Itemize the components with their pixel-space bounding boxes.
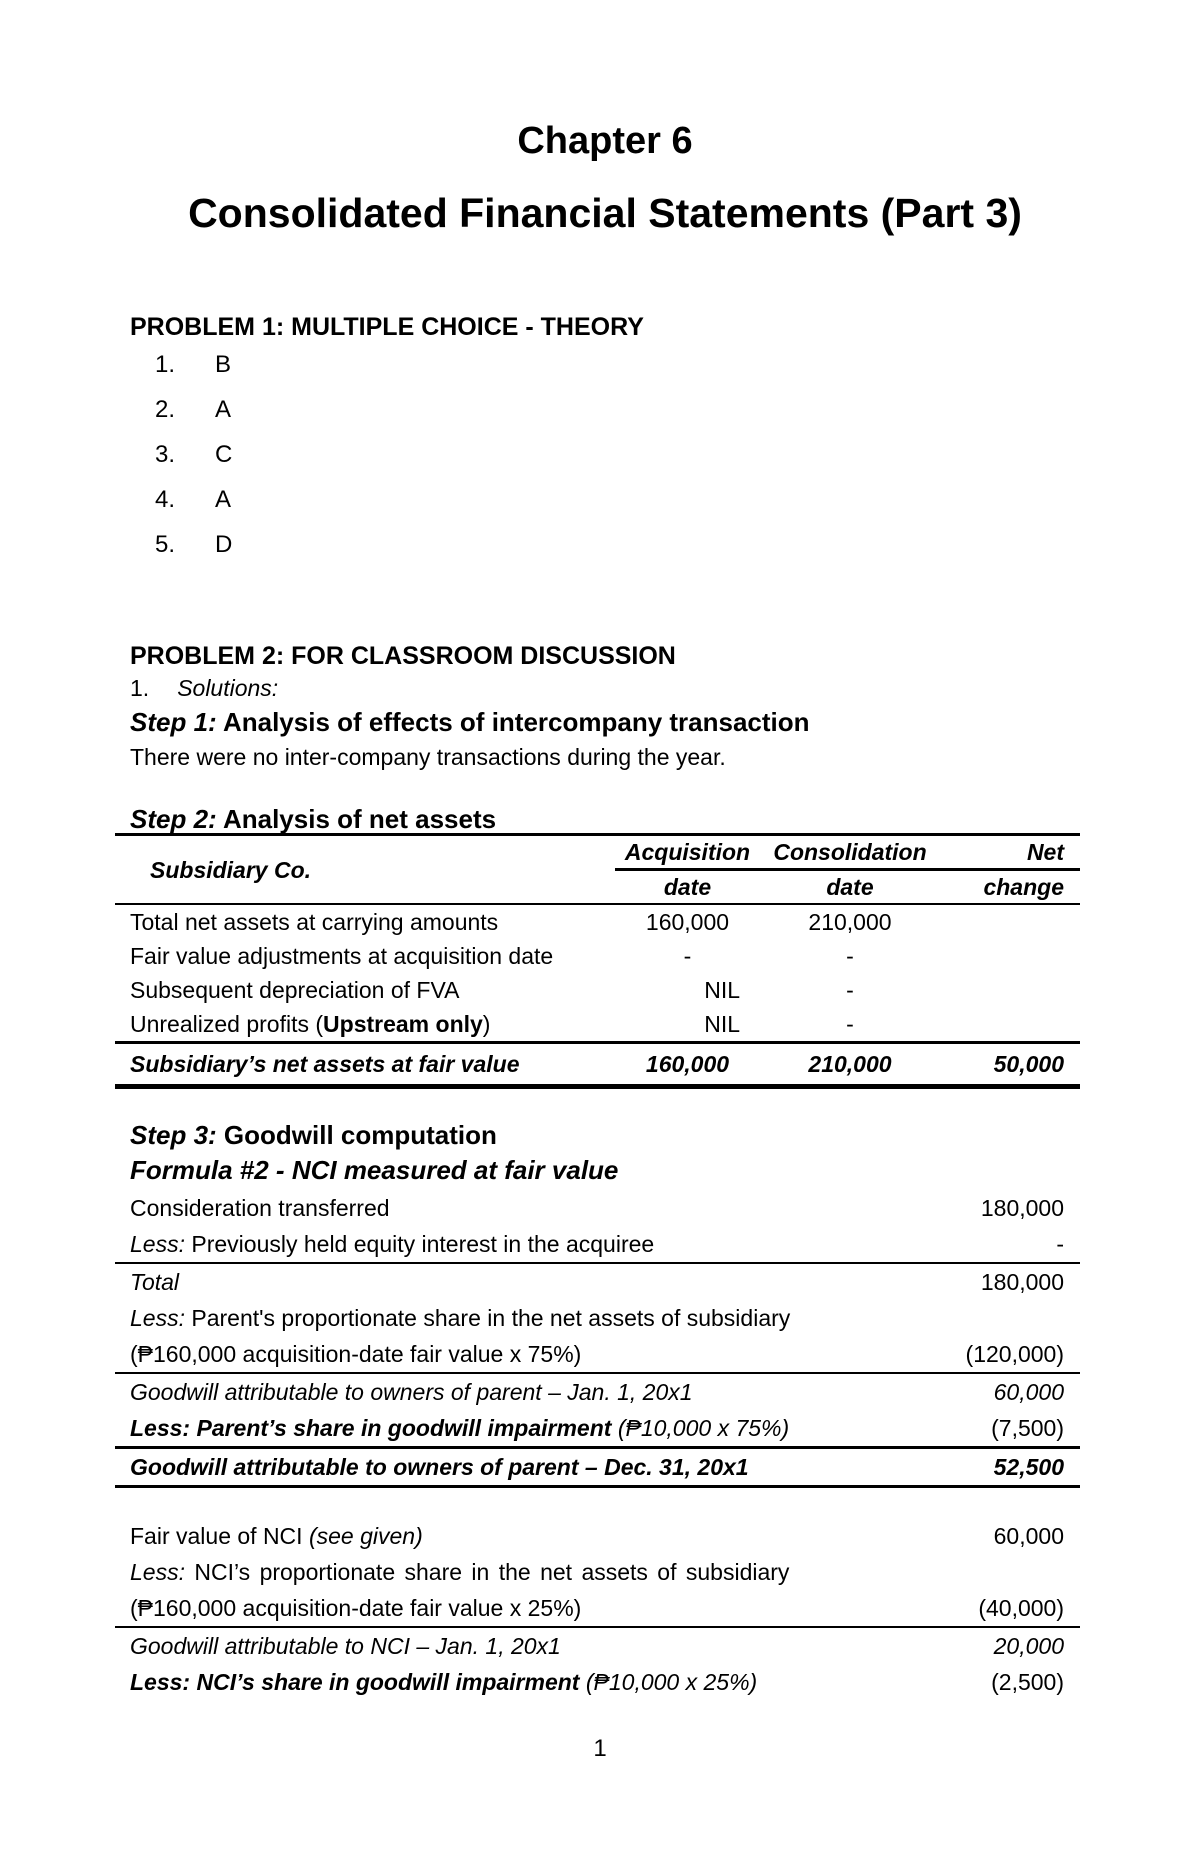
list-item [155, 485, 232, 530]
step3-heading [130, 1120, 497, 1151]
step1-text: There were no inter-company transactions during the year. [130, 744, 726, 770]
answer-letter: C [215, 441, 233, 468]
page-number: 1 [593, 1735, 607, 1762]
col-header-subsidiary: Subsidiary Co. [150, 856, 312, 883]
answer-letter: A [215, 486, 232, 513]
parent-share-label: Less: Parent's proportionate share in the net assets of subsidiary [130, 1305, 791, 1331]
col-header-acquisition-date: date [663, 874, 712, 900]
nci-fair-value-amount: 60,000 [993, 1523, 1064, 1549]
table-row [115, 1590, 1080, 1627]
total-net-change: 50,000 [940, 1043, 1080, 1087]
impairment-amount: (7,500) [991, 1415, 1064, 1441]
cell-acquisition: - [683, 943, 692, 969]
table-header-row [115, 835, 1080, 870]
cell-consolidation: - [846, 977, 854, 1003]
nci-goodwill-jan-amount: 20,000 [895, 1627, 1080, 1664]
nci-impairment-label: Less: NCI’s share in goodwill impairment (₱10,000 x 25%) [130, 1669, 758, 1695]
nci-share-detail: (₱160,000 acquisition-date fair value x 25%) [130, 1595, 582, 1621]
net-assets-table [115, 833, 1080, 1089]
problem1-heading: PROBLEM 1: MULTIPLE CHOICE - THEORY [130, 313, 644, 341]
answer-number: 1. [155, 351, 176, 378]
nci-share-label: Less: NCI’s proportionate share in the net assets of subsidiary [130, 1559, 790, 1585]
list-item [155, 395, 232, 440]
table-row [115, 1190, 1080, 1226]
previously-held-label: Less: Previously held equity interest in the acquiree [130, 1231, 655, 1257]
step3-title: Goodwill computation [223, 1120, 497, 1150]
goodwill-dec-label: Goodwill attributable to owners of parent – Dec. 31, 20x1 [115, 1448, 895, 1487]
step1-label: Step 1: [130, 707, 217, 737]
col-header-net: Net [1026, 839, 1064, 865]
formula-heading: Formula #2 - NCI measured at fair value [130, 1155, 619, 1185]
cell-net [940, 939, 1080, 973]
mcq-answer-list [155, 350, 232, 575]
table-row [115, 1554, 1080, 1590]
step2-heading [130, 804, 496, 835]
cell-acquisition: NIL [704, 1011, 740, 1037]
consideration-label: Consideration transferred [130, 1195, 390, 1221]
goodwill-parent-table [115, 1190, 1080, 1488]
answer-number: 5. [155, 531, 176, 558]
row-label: Total net assets at carrying amounts [130, 909, 499, 935]
cell-acquisition: 160,000 [645, 909, 730, 935]
table-row [115, 1300, 1080, 1336]
row-label: Fair value adjustments at acquisition date [130, 943, 554, 969]
row-label: Subsequent depreciation of FVA [130, 977, 460, 1003]
consideration-amount: 180,000 [980, 1195, 1064, 1221]
step1-heading [130, 707, 810, 738]
parent-share-amount: (120,000) [965, 1341, 1064, 1367]
table-row [115, 1518, 1080, 1554]
previously-held-amount: - [1056, 1231, 1064, 1257]
answer-letter: A [215, 396, 232, 423]
table-total-row [115, 1448, 1080, 1487]
table-row [115, 1263, 1080, 1300]
impairment-label: Less: Parent’s share in goodwill impairment (₱10,000 x 75%) [130, 1415, 790, 1441]
chapter-heading: Chapter 6 [517, 120, 693, 162]
table-row [115, 904, 1080, 939]
total-acquisition: 160,000 [615, 1043, 760, 1087]
parent-share-detail: (₱160,000 acquisition-date fair value x 75%) [130, 1341, 582, 1367]
table-row [115, 1410, 1080, 1448]
col-header-change: change [983, 874, 1064, 900]
table-row [115, 1627, 1080, 1664]
answer-letter: D [215, 531, 233, 558]
total-label: Subsidiary’s net assets at fair value [115, 1043, 615, 1087]
chapter-title: Consolidated Financial Statements (Part 3) [188, 190, 1022, 236]
item-number: 1. [130, 675, 150, 701]
table-row [115, 1226, 1080, 1263]
problem2-heading: PROBLEM 2: FOR CLASSROOM DISCUSSION [130, 642, 676, 670]
col-header-acquisition: Acquisition [624, 839, 751, 865]
list-item [155, 440, 232, 485]
cell-net [940, 904, 1080, 939]
step2-title: Analysis of net assets [222, 804, 497, 834]
goodwill-nci-table [115, 1518, 1080, 1700]
col-header-consolidation: Consolidation [773, 839, 927, 865]
cell-net [940, 1007, 1080, 1043]
list-item [155, 530, 232, 575]
item-label: Solutions: [177, 675, 279, 701]
total-amount: 180,000 [895, 1263, 1080, 1300]
row-label: Unrealized profits (Upstream only) [130, 1011, 491, 1037]
nci-share-amount: (40,000) [978, 1595, 1064, 1621]
goodwill-jan-amount: 60,000 [895, 1373, 1080, 1410]
cell-consolidation: - [846, 1011, 854, 1037]
nci-impairment-amount: (2,500) [991, 1669, 1064, 1695]
cell-consolidation: - [846, 943, 854, 969]
nci-fair-value-label: Fair value of NCI (see given) [130, 1523, 423, 1549]
table-row [115, 1336, 1080, 1373]
table-row [115, 1007, 1080, 1043]
total-consolidation: 210,000 [760, 1043, 940, 1087]
answer-letter: B [215, 351, 232, 378]
nci-goodwill-jan-label: Goodwill attributable to NCI – Jan. 1, 20x1 [115, 1627, 895, 1664]
col-header-consolidation-date: date [826, 874, 874, 900]
table-row [115, 939, 1080, 973]
cell-net [940, 973, 1080, 1007]
goodwill-dec-amount: 52,500 [895, 1448, 1080, 1487]
table-row [115, 973, 1080, 1007]
table-row [115, 1373, 1080, 1410]
cell-acquisition: NIL [704, 977, 740, 1003]
step1-title: Analysis of effects of intercompany transaction [222, 707, 810, 737]
answer-number: 2. [155, 396, 176, 423]
answer-number: 3. [155, 441, 176, 468]
total-label: Total [115, 1263, 895, 1300]
list-item [155, 350, 232, 395]
step2-label: Step 2: [130, 804, 217, 834]
answer-number: 4. [155, 486, 176, 513]
table-total-row [115, 1043, 1080, 1087]
cell-consolidation: 210,000 [808, 909, 892, 935]
step3-label: Step 3: [130, 1120, 217, 1150]
goodwill-jan-label: Goodwill attributable to owners of parent – Jan. 1, 20x1 [115, 1373, 895, 1410]
solutions-label [130, 675, 278, 702]
table-row [115, 1664, 1080, 1700]
